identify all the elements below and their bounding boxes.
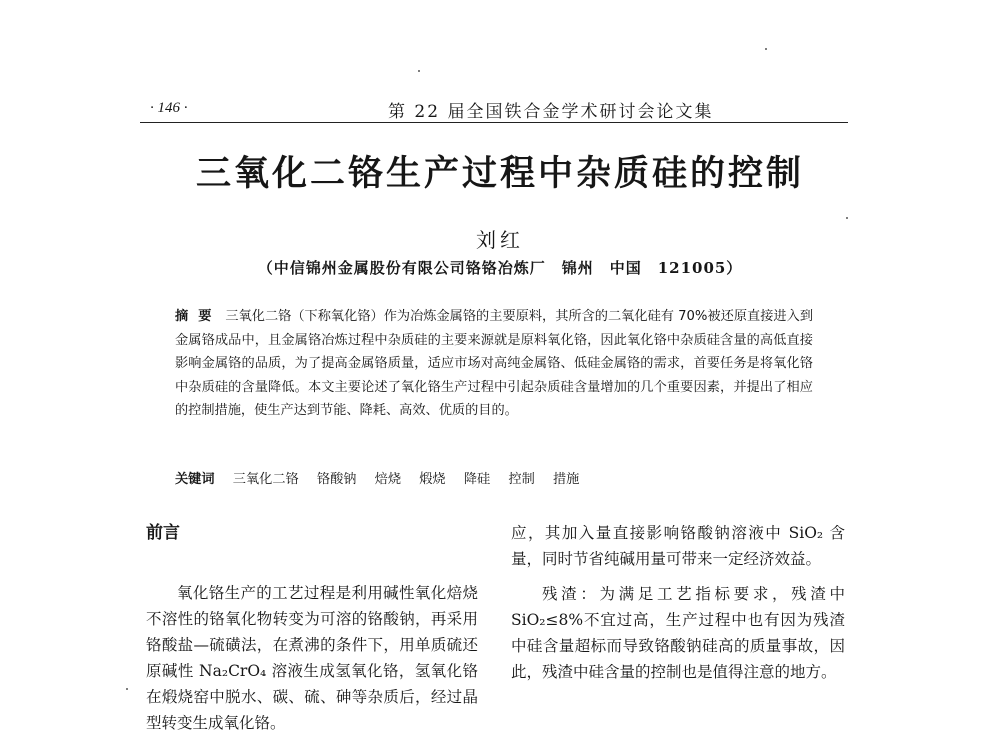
keyword: 控制 <box>508 472 535 487</box>
scan-speck <box>126 688 128 690</box>
keyword: 三氧化二铬 <box>232 472 299 487</box>
right-column <box>511 520 845 685</box>
keywords-label: 关键词 <box>175 472 215 487</box>
running-header <box>140 96 848 123</box>
keyword: 铬酸钠 <box>316 472 357 487</box>
body-paragraph: 氧化铬生产的工艺过程是利用碱性氧化焙烧不溶性的铬氧化物转变为可溶的铬酸钠，再采用铬酸盐—硫磺法，在煮沸的条件下，用单质硫还原碱性 Na₂CrO₄ 溶液生成氢氧化铬，氢氧化铬在煅烧窑中脱水、碳、硫、砷等杂质后，经过晶型转变生成氧化铬。 <box>146 584 478 732</box>
left-column <box>146 520 478 736</box>
author-affiliation: （中信锦州金属股份有限公司铬铬冶炼厂 锦州 中国 121005） <box>257 259 743 277</box>
abstract-text: 三氧化二铬（下称氧化铬）作为冶炼金属铬的主要原料，其所含的二氧化硅有 70%被还原直接进入到金属铬成品中，且金属铬冶炼过程中杂质硅的主要来源就是原料氧化铬，因此氧化铬中杂质硅含量的高低直接影响金属铬的品质，为了提高金属铬质量，适应市场对高纯金属铬、低硅金属铬的需求，首要任务是将氧化铬中杂质硅的含量降低。本文主要论述了氧化铬生产过程中引起杂质硅含量增加的几个重要因素，并提出了相应的控制措施，使生产达到节能、降耗、高效、优质的目的。 <box>175 309 814 419</box>
running-head-title: 第 22 届全国铁合金学术研讨会论文集 <box>388 102 714 122</box>
paper-title: 三氧化二铬生产过程中杂质硅的控制 <box>195 154 804 194</box>
abstract <box>175 305 813 423</box>
scan-speck <box>418 70 420 72</box>
keyword: 措施 <box>552 472 580 487</box>
keywords <box>175 468 815 487</box>
scan-speck <box>846 217 848 219</box>
scan-speck <box>765 48 767 50</box>
body-paragraph: 应，其加入量直接影响铬酸钠溶液中 SiO₂ 含量，同时节省纯碱用量可带来一定经济效益。 <box>511 524 845 568</box>
keyword: 降硅 <box>463 472 491 487</box>
keyword: 煅烧 <box>419 472 446 487</box>
abstract-label: 摘要 <box>175 309 222 324</box>
keyword: 焙烧 <box>374 472 402 487</box>
page-number: · 146 · <box>150 100 188 116</box>
author-name: 刘红 <box>476 228 524 252</box>
body-paragraph: 残渣：为满足工艺指标要求，残渣中 SiO₂≤8%不宜过高，生产过程中也有因为残渣中硅含量超标而导致铬酸钠硅高的质量事故，因此，残渣中硅含量的控制也是值得注意的地方。 <box>511 585 845 681</box>
section-heading-preface: 前言 <box>146 523 180 543</box>
